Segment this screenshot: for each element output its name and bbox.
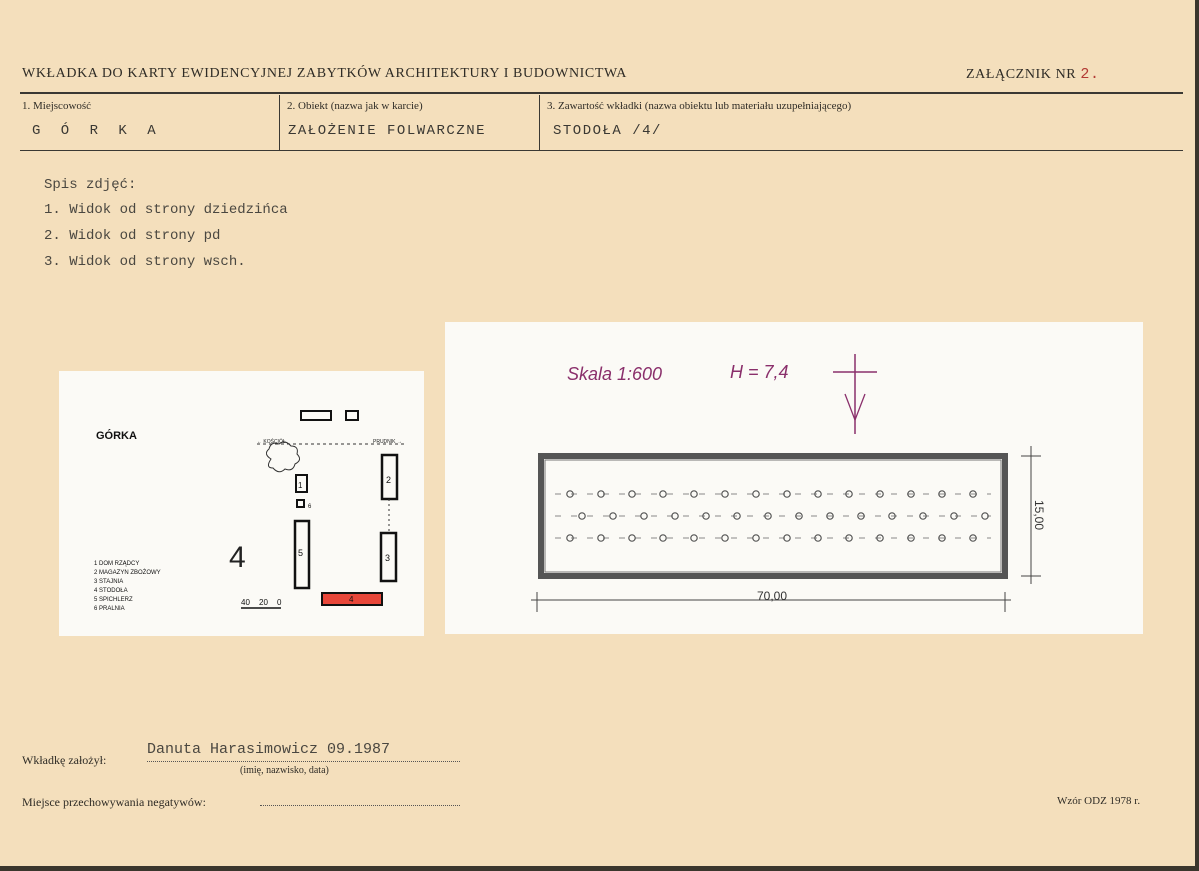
photo-list-item: 1. Widok od strony dziedzińca: [44, 202, 288, 218]
fields-bottom-rule: [20, 150, 1183, 151]
site-plan-title: GÓRKA: [96, 430, 137, 442]
post: [753, 535, 759, 541]
legend-item: 6 PRALNIA: [94, 606, 125, 612]
post: [691, 491, 697, 497]
attachment-label-text: ZAŁĄCZNIK NR: [966, 67, 1077, 82]
post: [641, 513, 647, 519]
form-code: Wzór ODZ 1978 r.: [1057, 795, 1141, 807]
road-label-right: PRUDNIK →: [373, 439, 402, 445]
site-plan-photo: [59, 371, 424, 636]
north-mark: 4: [229, 541, 246, 574]
height-annotation: H = 7,4: [730, 362, 789, 382]
building-6: [297, 500, 304, 507]
post: [629, 535, 635, 541]
photo-list-heading: Spis zdjęć:: [44, 177, 137, 193]
legend-item: 4 STODOŁA: [94, 588, 128, 594]
building-number: 4: [349, 595, 354, 604]
outbuilding: [301, 411, 331, 420]
legend-item: 3 STAJNIA: [94, 579, 124, 585]
scale-annotation: Skala 1:600: [567, 364, 663, 384]
building-number: 6: [308, 504, 312, 510]
post: [691, 535, 697, 541]
post: [722, 535, 728, 541]
barn-outer-wall: [541, 456, 1005, 576]
outbuilding: [346, 411, 358, 420]
road-label-left: ← KOŚCIÓŁ: [257, 439, 286, 445]
building-number: 2: [386, 475, 392, 485]
content-label: 3. Zawartość wkładki (nazwa obiektu lub materiału uzupełniającego): [547, 100, 852, 112]
building-number: 5: [298, 548, 304, 558]
creator-dotted-line: [147, 761, 460, 762]
photo-list-item: 2. Widok od strony pd: [44, 228, 221, 244]
post: [660, 535, 666, 541]
field-divider: [539, 95, 540, 151]
scale-label: 20: [259, 598, 268, 607]
photo-list-item: 3. Widok od strony wsch.: [44, 254, 246, 270]
legend-item: 5 SPICHLERZ: [94, 597, 133, 603]
post: [722, 491, 728, 497]
attachment-number: 2.: [1080, 66, 1100, 83]
post: [629, 491, 635, 497]
floor-plan-photo: [445, 322, 1143, 634]
negatives-label: Miejsce przechowywania negatywów:: [22, 795, 206, 809]
barn-inner-wall: [545, 460, 1001, 572]
width-dimension: 15,00: [1032, 500, 1046, 531]
floor-plan-drawing: [445, 322, 1143, 634]
negatives-dotted-line: [260, 805, 460, 806]
object-value: ZAŁOŻENIE FOLWARCZNE: [288, 123, 487, 139]
building-number: 3: [385, 553, 391, 563]
object-label: 2. Obiekt (nazwa jak w karcie): [287, 100, 423, 112]
scale-label: 0: [277, 598, 282, 607]
post-grid: [555, 491, 991, 541]
post: [753, 491, 759, 497]
field-divider: [279, 95, 280, 151]
scale-label: 40: [241, 598, 250, 607]
building-number: 1: [298, 481, 303, 490]
locality-label: 1. Miejscowość: [22, 100, 92, 112]
locality-value: G Ó R K A: [32, 123, 162, 139]
creator-hint: (imię, nazwisko, data): [240, 765, 329, 776]
post: [610, 513, 616, 519]
attachment-label: [966, 66, 1100, 83]
creator-label: Wkładkę założył:: [22, 753, 107, 767]
creator-value: Danuta Harasimowicz 09.1987: [147, 741, 391, 758]
legend-item: 1 DOM RZĄDCY: [94, 561, 140, 567]
content-value: STODOŁA /4/: [553, 123, 662, 139]
post: [660, 491, 666, 497]
post: [579, 513, 585, 519]
legend-item: 2 MAGAZYN ZBOŻOWY: [94, 570, 161, 576]
tree-cluster: [266, 442, 299, 472]
length-dimension: 70,00: [757, 589, 788, 603]
site-plan-drawing: [59, 371, 424, 636]
header-rule: [20, 92, 1183, 94]
form-title: WKŁADKA DO KARTY EWIDENCYJNEJ ZABYTKÓW ARCHITEKTURY I BUDOWNICTWA: [22, 66, 627, 81]
